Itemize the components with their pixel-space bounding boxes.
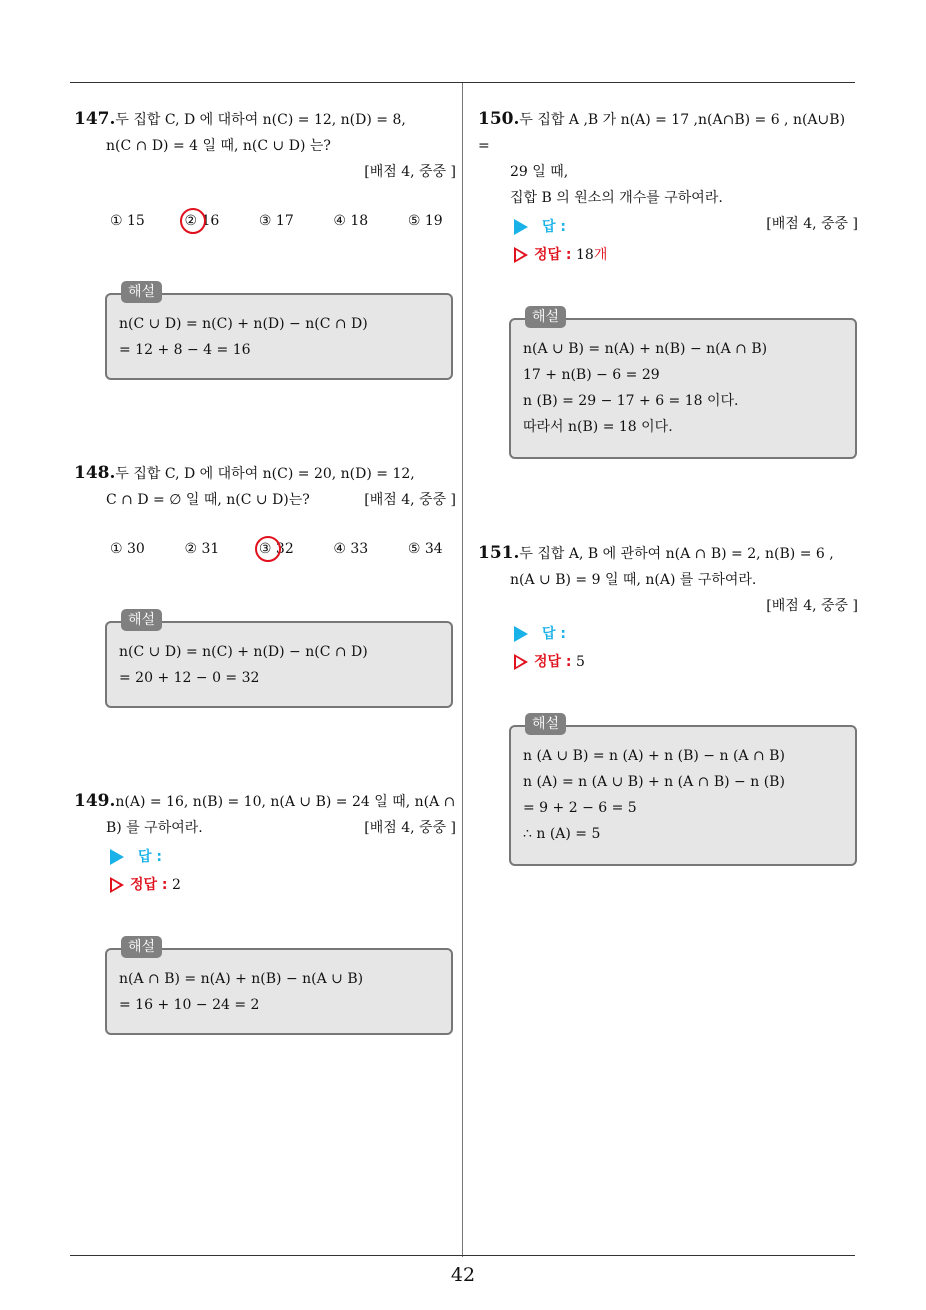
problem-number: 149.	[74, 791, 116, 811]
solution-box-150	[509, 309, 857, 459]
solution-tag: 해설	[121, 609, 162, 631]
solution-line: n(A ∩ B) = n(A) + n(B) − n(A ∪ B)	[119, 971, 364, 987]
problem-meta: [배점 4, 중중 ]	[766, 598, 858, 614]
answer-label: 답 :	[542, 219, 566, 235]
problem-151	[478, 540, 858, 619]
choice-4[interactable]: ④ 33	[333, 541, 369, 557]
correct-line-151	[514, 651, 585, 671]
solution-line: n(C ∪ D) = n(C) + n(D) − n(C ∩ D)	[119, 644, 368, 660]
correct-value: 18	[575, 247, 594, 263]
problem-meta: [배점 4, 중중 ]	[364, 164, 456, 180]
column-divider	[462, 83, 463, 1257]
solution-line: = 20 + 12 − 0 = 32	[119, 670, 260, 686]
outline-triangle-icon	[110, 877, 124, 893]
correct-label: 정답 :	[534, 654, 572, 670]
solution-line: n (B) = 29 − 17 + 6 = 18 이다.	[523, 393, 739, 409]
circled-answer-mark	[255, 536, 281, 562]
solution-line: = 9 + 2 − 6 = 5	[523, 800, 637, 816]
circled-answer-mark	[180, 208, 206, 234]
solution-tag: 해설	[525, 713, 566, 735]
problem-text-line1: 두 집합 C, D 에 대하여 n(C) = 20, n(D) = 12,	[115, 466, 415, 482]
problem-text-line1: 두 집합 A, B 에 관하여 n(A ∩ B) = 2, n(B) = 6 ,	[519, 546, 834, 562]
correct-unit: 개	[593, 247, 608, 263]
solution-tag: 해설	[121, 281, 162, 303]
choice-1[interactable]: ① 15	[110, 213, 145, 229]
problem-number: 151.	[478, 543, 520, 563]
solution-line: n(C ∪ D) = n(C) + n(D) − n(C ∩ D)	[119, 316, 368, 332]
problem-number: 150.	[478, 109, 520, 129]
choice-2[interactable]: ② 16	[184, 213, 254, 229]
correct-label: 정답 :	[534, 247, 572, 263]
solution-line: = 16 + 10 − 24 = 2	[119, 997, 260, 1013]
correct-value: 2	[171, 877, 181, 893]
solution-box-147	[105, 284, 453, 380]
solution-line: ∴ n (A) = 5	[523, 826, 601, 842]
choice-2[interactable]: ② 31	[184, 541, 220, 557]
problem-text-line1: 두 집합 A ,B 가 n(A) = 17 ,n(A∩B) = 6 , n(A∪B) =	[478, 112, 846, 154]
answer-label: 답 :	[542, 626, 566, 642]
problem-text-line2: n(C ∩ D) = 4 일 때, n(C ∪ D) 는?	[106, 138, 331, 154]
problem-text-line1: 두 집합 C, D 에 대하여 n(C) = 12, n(D) = 8,	[115, 112, 406, 128]
choice-4[interactable]: ④ 18	[333, 213, 369, 229]
problem-meta: [배점 4, 중중 ]	[364, 820, 456, 836]
play-triangle-icon	[514, 626, 528, 642]
answer-line-149	[110, 846, 162, 866]
play-triangle-icon	[514, 219, 528, 235]
solution-line: 17 + n(B) − 6 = 29	[523, 367, 660, 383]
problem-meta: [배점 4, 중중 ]	[766, 216, 858, 232]
problem-number: 148.	[74, 463, 116, 483]
solution-line: n (A) = n (A ∪ B) + n (A ∩ B) − n (B)	[523, 774, 785, 790]
choice-3[interactable]: ③ 32	[259, 541, 329, 557]
answer-line-151	[514, 623, 566, 643]
solution-line: n(A ∪ B) = n(A) + n(B) − n(A ∩ B)	[523, 341, 768, 357]
problem-text-line2: C ∩ D = ∅ 일 때, n(C ∪ D)는?	[106, 492, 310, 508]
problem-text-line2: 29 일 때,	[510, 164, 569, 180]
answer-line-150	[514, 216, 566, 236]
outline-triangle-icon	[514, 247, 528, 263]
solution-box-149	[105, 939, 453, 1035]
problem-text-line2: n(A ∪ B) = 9 일 때, n(A) 를 구하여라.	[510, 572, 757, 588]
solution-tag: 해설	[525, 306, 566, 328]
problem-149	[74, 788, 456, 841]
problem-meta: [배점 4, 중중 ]	[364, 492, 456, 508]
solution-line: = 12 + 8 − 4 = 16	[119, 342, 251, 358]
play-triangle-icon	[110, 849, 124, 865]
choice-5[interactable]: ⑤ 34	[407, 541, 443, 557]
problem-147	[74, 106, 456, 185]
solution-tag: 해설	[121, 936, 162, 958]
solution-box-151	[509, 716, 857, 866]
problem-number: 147.	[74, 109, 116, 129]
choice-3[interactable]: ③ 17	[258, 213, 294, 229]
problem-text-line3: 집합 B 의 원소의 개수를 구하여라.	[510, 190, 723, 206]
answer-label: 답 :	[138, 849, 162, 865]
outline-triangle-icon	[514, 654, 528, 670]
correct-label: 정답 :	[130, 877, 168, 893]
correct-line-149	[110, 874, 181, 894]
footer-rule	[70, 1255, 855, 1256]
choices-148	[110, 541, 478, 557]
solution-box-148	[105, 612, 453, 708]
problem-148	[74, 460, 456, 513]
page-number: 42	[450, 1264, 476, 1286]
problem-text-line1: n(A) = 16, n(B) = 10, n(A ∪ B) = 24 일 때, n(A ∩	[115, 794, 456, 810]
choice-1[interactable]: ① 30	[110, 541, 145, 557]
choice-5[interactable]: ⑤ 19	[407, 213, 443, 229]
correct-line-150	[514, 244, 607, 264]
solution-line: n (A ∪ B) = n (A) + n (B) − n (A ∩ B)	[523, 748, 785, 764]
solution-line: 따라서 n(B) = 18 이다.	[523, 419, 673, 435]
problem-text-line2: B) 를 구하여라.	[106, 820, 203, 836]
correct-value: 5	[575, 654, 585, 670]
choices-147	[110, 213, 478, 229]
